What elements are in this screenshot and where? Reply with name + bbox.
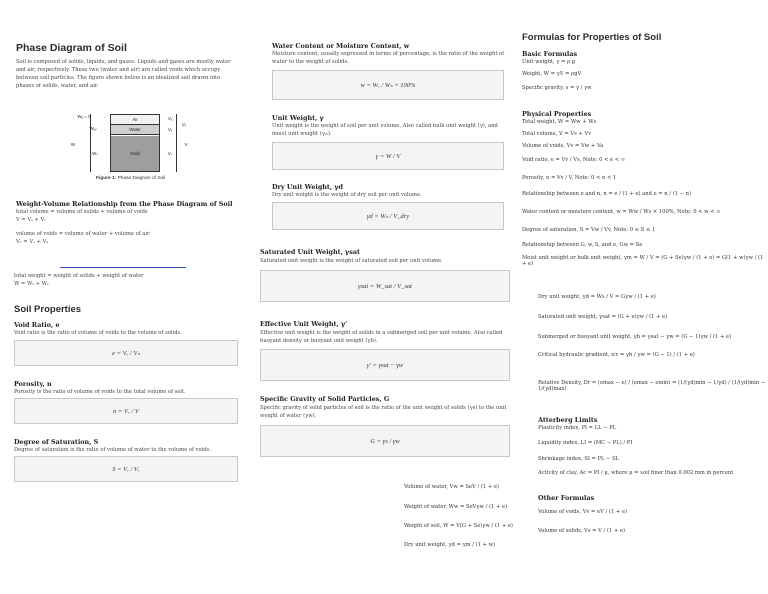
physical-line-3: Volume of voids, Vv = Vw + Va [522, 143, 604, 149]
other-formulas-title: Other Formulas [538, 494, 595, 502]
soil-properties-title: Soil Properties [14, 304, 82, 315]
water-layer: Water [111, 124, 159, 135]
porosity-title: Porosity, n [14, 380, 52, 388]
weight-line-1: total weight = weight of solids + weight of water [14, 273, 144, 279]
label-wa: Wₐ = 0 [77, 113, 91, 119]
dry-unit-weight-desc: Dry unit weight is the weight of dry soil per unit volume. [272, 192, 422, 198]
other-line-1: Volume of voids, Vv = eV / (1 + e) [538, 509, 627, 515]
weight-bracket [90, 114, 91, 172]
void-ratio-formula: e = Vᵥ / Vₛ [14, 340, 238, 366]
physical-line-9: Relationship between G, w, S, and e, Gw = Se [522, 242, 643, 248]
basic-formulas-title: Basic Formulas [522, 50, 578, 58]
void-ratio-desc: Void ratio is the ratio of volume of voids to the volume of solids. [14, 330, 182, 336]
basic-line-2: Weight, W = γV = ρgV [522, 71, 582, 77]
label-vs: Vₛ [167, 151, 173, 156]
uw-line-5: Relative Density, Dr = (emax − e) / (emax − emin) = (1/(γd)min − 1/γd) / (1/(γd)min − 1/(γd)max) [538, 380, 766, 392]
water-content-desc: Moisture content, usually expressed in terms of percentage, is the ratio of the weight of water to the weight of solids. [272, 51, 505, 65]
effective-title: Effective Unit Weight, γ' [260, 320, 348, 328]
label-vv: Vᵥ [181, 121, 187, 127]
weight-line-2: W = Wₛ + Wᵥ [14, 281, 49, 287]
effective-formula: γ' = γsat − γw [260, 349, 510, 381]
derived-formulas-snippet [398, 472, 514, 558]
specific-gravity-title: Specific Gravity of Solid Particles, G [260, 395, 390, 403]
derived-weight-water: Weight of water, Ww = SeVγw / (1 + e) [404, 504, 508, 510]
relationship-line-5: Vᵥ = Vᵥ + Vₐ [16, 239, 49, 245]
physical-line-4: Void ratio, e = Vv / Vs, Note: 0 < e < ∞ [522, 157, 626, 163]
formulas-panel [518, 28, 768, 272]
porosity-formula: n = Vᵥ / V [14, 398, 238, 424]
specific-gravity-formula: G = γs / γw [260, 425, 510, 457]
physical-line-5: Porosity, n = Vv / V, Note: 0 < n < 1 [522, 175, 617, 181]
water-content-formula: w = Wᵥ / Wₛ × 100% [272, 70, 504, 100]
solid-layer: Solid [111, 136, 159, 171]
atterberg-line-1: Plasticity index, PI = LL − PL [538, 425, 617, 431]
derived-volume-water: Volume of water, Vw = SeV / (1 + e) [404, 484, 499, 490]
void-ratio-title: Void Ratio, e [14, 321, 60, 329]
physical-line-1: Total weight, W = Ww + Ws [522, 119, 597, 125]
dry-unit-weight-title: Dry Unit Weight, γd [272, 183, 344, 191]
atterberg-line-2: Liquidity index, LI = (MC − PL) / PI [538, 440, 633, 446]
uw-line-4: Critical hydraulic gradient, icr = γb / γw = (G − 1) / (1 + e) [538, 352, 695, 358]
figure-caption: Figure 1: Phase Diagram of Soil [96, 176, 166, 181]
dry-unit-weight-formula: γd = Wₛ / V_dry [272, 202, 504, 230]
intro-text: Soil is composed of solids, liquids, and gases. Liquids and gases are mostly water and air, respectively. These two (water and air) are called voids which occupy between soil particles. The figure shown below is an idealized soil drawn into phases of solids, water, and air. [16, 59, 231, 89]
saturation-formula: S = Vᵥ / Vᵥ [14, 456, 238, 482]
atterberg-title: Atterberg Limits [538, 416, 598, 424]
water-unit-weight-panel [266, 38, 512, 234]
saturated-desc: Saturated unit weight is the weight of saturated soil per unit volume. [260, 258, 443, 264]
page-title: Phase Diagram of Soil [16, 42, 127, 54]
atterberg-line-3: Shrinkage index, SI = PL − SL [538, 456, 620, 462]
relationship-line-1: total volume = volume of solids + volume of voids [16, 209, 148, 215]
formulas-title: Formulas for Properties of Soil [522, 32, 662, 43]
label-v: V [184, 141, 188, 147]
uw-line-1: Dry unit weight, γd = Ws / V = Gγw / (1 + e) [538, 294, 656, 300]
saturated-title: Saturated Unit Weight, γsat [260, 248, 360, 256]
saturated-formula: γsat = W_sat / V_sat [260, 270, 510, 302]
soil-properties-panel [8, 270, 244, 492]
label-va: Vₐ [167, 115, 173, 121]
unit-weight-desc: Unit weight is the weight of soil per unit volume. Also called bulk unit weight (γ), and moist unit weight (γₘ). [272, 123, 498, 137]
physical-line-7: Water content or moisture content, w = Ww / Ws × 100%, Note: 0 < w < ∞ [522, 209, 721, 215]
physical-line-8: Degree of saturation, S = Vw / Vv, Note: 0 ≤ S ≤ 1 [522, 227, 656, 233]
relationship-line-4: volume of voids = volume of water + volume of air [16, 231, 150, 237]
saturation-desc: Degree of saturation is the ratio of volume of water to the volume of voids. [14, 447, 211, 453]
uw-line-3: Submerged or buoyant unit weight, γb = γsat − γw = (G − 1)γw / (1 + e) [538, 334, 732, 340]
other-line-2: Volume of solids, Vs = V / (1 + e) [538, 528, 626, 534]
physical-properties-title: Physical Properties [522, 110, 592, 118]
label-w: W [70, 141, 76, 147]
specific-gravity-desc: Specific gravity of solid particles of soil is the ratio of the unit weight of solids (γs) to the unit weight of water (γw). [260, 405, 507, 419]
uw-line-2: Saturated unit weight, γsat = (G + e)γw / (1 + e) [538, 314, 668, 320]
label-vw: Vᵥ [167, 126, 173, 132]
unit-weight-formula: γ = W / V [272, 142, 504, 170]
label-wv: Wᵥᵥ [89, 125, 97, 131]
physical-line-10: Moist unit weight or bulk unit weight, γm = W / V = (G + Se)γw / (1 + e) = G(1 + w)γw / (1 + e) [522, 255, 764, 267]
water-content-title: Water Content or Moisture Content, w [272, 42, 410, 50]
porosity-desc: Porosity is the ratio of volume of voids to the total volume of soil. [14, 389, 186, 395]
basic-line-1: Unit weight, γ = ρ g [522, 59, 576, 65]
divider-line [60, 267, 186, 268]
saturation-title: Degree of Saturation, S [14, 438, 99, 446]
physical-line-2: Total volume, V = Vs + Vv [522, 131, 592, 137]
relationship-line-2: V = Vₛ + Vᵥ [16, 217, 47, 223]
relationship-title: Weight-Volume Relationship from the Phase Diagram of Soil [16, 200, 233, 208]
physical-line-6: Relationship between e and n, n = e / (1 + e) and e = n / (1 − n) [522, 191, 692, 197]
phase-diagram-panel [8, 34, 244, 258]
unit-weights-atterberg-panel [534, 280, 768, 546]
label-ws: Wₛ [92, 151, 98, 156]
air-layer: Air [111, 115, 159, 124]
phase-diagram-figure [68, 110, 193, 186]
unit-weight-title: Unit Weight, γ [272, 114, 324, 122]
atterberg-line-4: Activity of clay, Ac = PI / μ, where μ = soil finer than 0.002 mm in percent [538, 470, 734, 476]
basic-line-3: Specific gravity, s = γ / γw [522, 85, 592, 91]
derived-weight-soil: Weight of soil, W = V(G + Se)γw / (1 + e) [404, 523, 513, 529]
derived-dry-unit-weight: Dry unit weight, γd = γm / (1 + w) [404, 542, 496, 548]
effective-desc: Effective unit weight is the weight of solids in a submerged soil per unit volume. Also called buoyant density or buoyant unit weight (γb). [260, 330, 503, 344]
saturated-effective-panel [254, 244, 516, 464]
